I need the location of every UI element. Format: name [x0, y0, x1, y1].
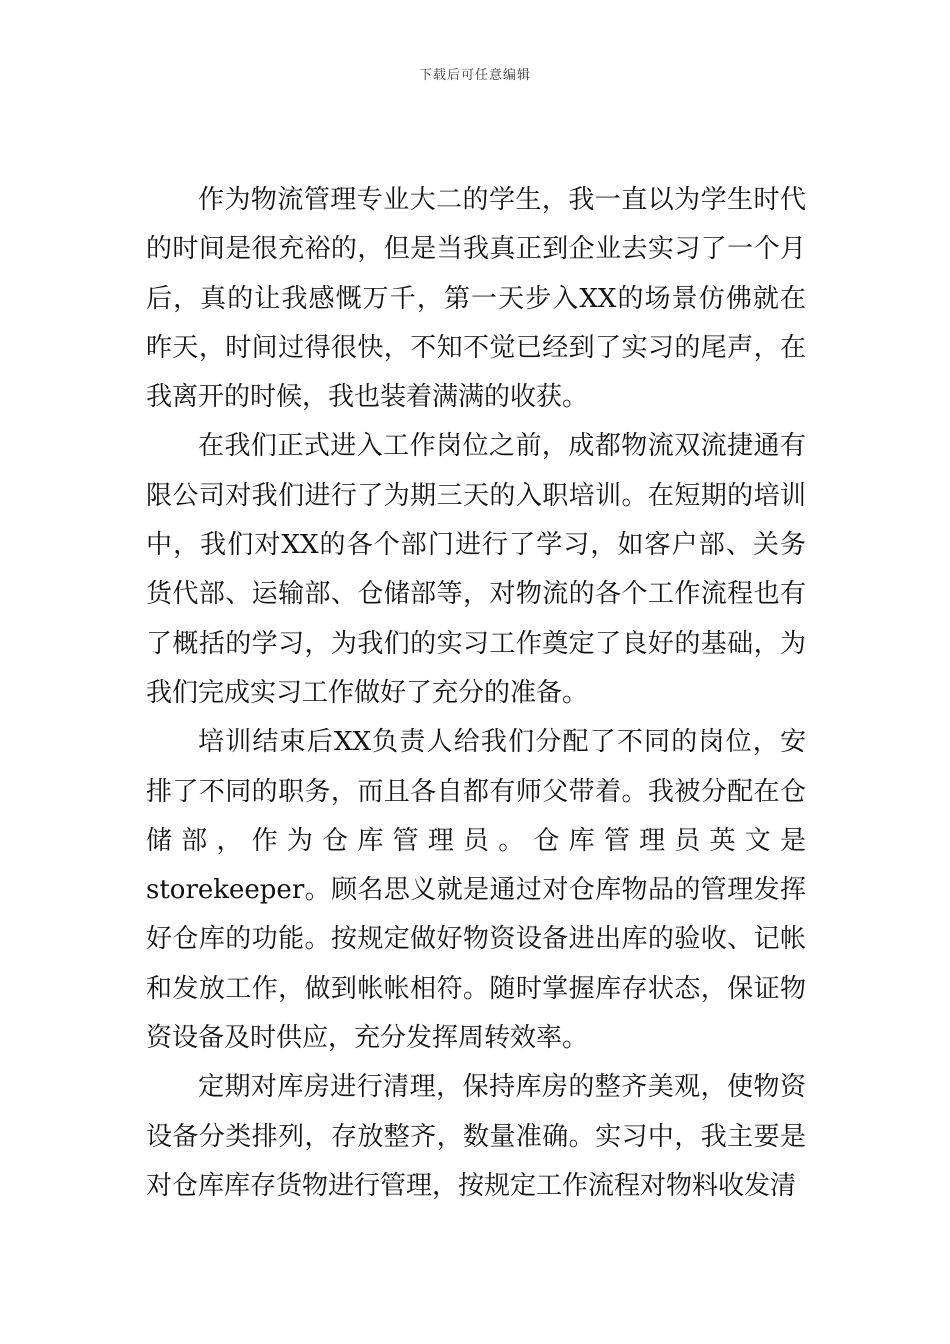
paragraph-3: 培训结束后XX负责人给我们分配了不同的岗位，安排了不同的职务，而且各自都有师父带着。我被分配在仓储部，作为仓库管理员。仓库管理员英文是storekeeper。顾名思义就是通过对仓库物品的管理发挥好仓库的功能。按规定做好物资设备进出库的验收、记帐和发放工作，做到帐帐相符。随时掌握库存状态，保证物资设备及时供应，充分发挥周转效率。: [146, 727, 806, 1054]
document-body: [146, 176, 806, 1211]
paragraph-1: 作为物流管理专业大二的学生，我一直以为学生时代的时间是很充裕的，但是当我真正到企业去实习了一个月后，真的让我感慨万千，第一天步入XX的场景仿佛就在昨天，时间过得很快，不知不觉已经到了实习的尾声，在我离开的时候，我也装着满满的收获。: [146, 185, 806, 413]
header-note: 下载后可任意编辑: [418, 68, 531, 83]
paragraph-2: 在我们正式进入工作岗位之前，成都物流双流捷通有限公司对我们进行了为期三天的入职培训。在短期的培训中，我们对XX的各个部门进行了学习，如客户部、关务货代部、运输部、仓储部等，对物流的各个工作流程也有了概括的学习，为我们的实习工作奠定了良好的基础，为我们完成实习工作做好了充分的准备。: [146, 431, 806, 708]
paragraph-4: 定期对库房进行清理，保持库房的整齐美观，使物资设备分类排列，存放整齐，数量准确。实习中，我主要是对仓库库存货物进行管理，按规定工作流程对物料收发清: [146, 1072, 806, 1201]
